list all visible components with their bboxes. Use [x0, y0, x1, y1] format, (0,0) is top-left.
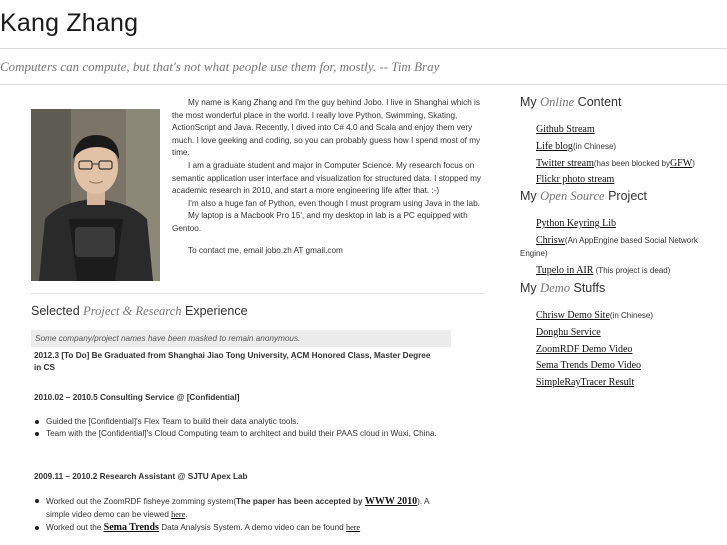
link-note: (in Chinese)	[609, 311, 654, 320]
life-blog-link[interactable]: Life blog	[536, 140, 573, 152]
list-item: Guided the [Confidential]'s Flex Team to build their data analytic tools.	[34, 416, 454, 428]
title-emphasis: Online	[540, 95, 575, 109]
sema-trends-link[interactable]: Sema Trends	[103, 522, 159, 533]
list-item	[520, 156, 727, 169]
bio-paragraph: I'm also a huge fan of Python, even though I must program using Java in the lab.	[188, 198, 480, 208]
bullet-bold-text: The paper has been accepted by	[236, 497, 363, 506]
list-item	[34, 522, 454, 534]
flickr-stream-link[interactable]: Flickr photo stream	[536, 174, 615, 186]
title-emphasis: Demo	[540, 281, 571, 295]
experience-heading: 2010.02 – 2010.5 Consulting Service @ [Confidential]	[34, 393, 240, 402]
www2010-link[interactable]: WWW 2010	[364, 496, 418, 507]
title-suffix: Stuffs	[573, 281, 606, 295]
section-divider	[31, 293, 483, 294]
list-item	[520, 375, 727, 388]
title-suffix: Project	[608, 189, 647, 203]
link-note: )	[692, 158, 695, 168]
anonymity-note: Some company/project names have been masked to remain anonymous.	[31, 330, 451, 347]
python-keyring-link[interactable]: Python Keyring Lib	[536, 218, 616, 229]
online-content-list	[520, 122, 727, 189]
link-note: (in Chinese)	[572, 141, 617, 151]
tagline: Computers can compute, but that's not what people use them for, mostly. -- Tim Bray	[0, 59, 440, 74]
demo-list	[520, 308, 727, 392]
experience-title-emphasis: Project & Research	[83, 304, 182, 318]
online-content-title	[520, 95, 621, 110]
link-note: (has been blocked by	[593, 158, 670, 168]
bullet-text: Data Analysis System. A demo video can be found	[161, 523, 344, 532]
bio-paragraph: My name is Kang Zhang and I'm the guy behind Jobo. I live in Shanghai which is the most wonderful place in the world. I really love Python, Swimming, Skating, ActionScript and Java. Recently, I dived into C# 4.0 and Scala and enjoy them very much. I love geeking and coding, so you can probably guess how I spend most of my time.	[172, 98, 481, 158]
tagline-divider	[0, 84, 727, 85]
zoomrdf-video-link[interactable]: here	[171, 510, 186, 519]
list-item	[520, 263, 727, 276]
experience-title	[31, 304, 248, 319]
chrisw-link[interactable]: Chrisw	[536, 234, 565, 246]
list-item	[520, 358, 727, 371]
bio-paragraph: I am a graduate student and major in Computer Science. My research focus on semantic application user interface and visualization for structured data. I stopped my academic research in 2010, and start a more engineering life after that. :-)	[172, 160, 482, 196]
bullet-text: Worked out the ZoomRDF fisheye zomming system(	[46, 497, 237, 506]
title-prefix: My	[520, 281, 537, 295]
experience-heading: 2009.11 – 2010.2 Research Assistant @ SJTU Apex Lab	[34, 472, 248, 481]
list-item	[520, 139, 727, 152]
zoomrdf-demo-link[interactable]: ZoomRDF Demo Video	[536, 343, 633, 355]
experience-title-suffix: Experience	[184, 304, 248, 318]
sema-trends-demo-link[interactable]: Sema Trends Demo Video	[536, 360, 642, 372]
list-item	[520, 308, 727, 321]
experience-heading: 2012.3 [To Do] Be Graduated from Shanghai Jiao Tong University, ACM Honored Class, Master Degree in CS	[34, 351, 431, 373]
list-item	[520, 122, 727, 135]
gfw-link[interactable]: GFW	[669, 157, 693, 169]
title-emphasis: Open Source	[540, 189, 605, 203]
bullet-text: ). A simple video demo can be viewed	[46, 497, 429, 519]
open-source-list	[520, 216, 727, 279]
list-item	[520, 216, 727, 229]
link-note: (This project is dead)	[593, 265, 671, 275]
bullet-text: Worked out the	[46, 523, 102, 532]
tupelo-link[interactable]: Tupelo in AIR	[536, 264, 594, 276]
simpleraytracer-link[interactable]: SimpleRayTracer Result	[536, 377, 635, 389]
bio-paragraph: My laptop is a Macbook Pro 15', and my desktop in lab is a PC equipped with Gentoo.	[172, 211, 468, 233]
title-prefix: My	[520, 189, 537, 203]
list-item: Team with the [Confidential]'s Cloud Computing team to architect and build their PAAS cloud in Wuxi, China.	[34, 428, 454, 440]
experience-title-prefix: Selected	[31, 304, 80, 318]
sema-trends-video-link[interactable]: here	[346, 523, 361, 532]
list-item	[520, 233, 727, 259]
link-note: (An AppEngine based Social Network Engine)	[520, 235, 698, 258]
list-item	[520, 342, 727, 355]
chrisw-demo-link[interactable]: Chrisw Demo Site	[536, 310, 610, 321]
experience-bullets	[34, 416, 454, 440]
title-suffix: Content	[577, 95, 622, 109]
site-title[interactable]: Kang Zhang	[0, 9, 139, 37]
contact-info: To contact me, email jobo.zh AT gmail.com	[188, 245, 343, 255]
title-prefix: My	[520, 95, 537, 109]
profile-photo	[31, 109, 160, 281]
bio	[172, 97, 486, 257]
demo-stuffs-title	[520, 281, 605, 296]
list-item	[520, 325, 727, 338]
bullet-text: .	[185, 510, 188, 519]
experience-bullets	[34, 495, 454, 534]
twitter-stream-link[interactable]: Twitter stream	[536, 157, 594, 169]
donghu-service-link[interactable]: Donghu Service	[536, 326, 601, 338]
open-source-title	[520, 189, 647, 204]
header-divider	[0, 48, 727, 49]
list-item	[34, 495, 454, 521]
list-item	[520, 172, 727, 185]
github-stream-link[interactable]: Github Stream	[536, 124, 595, 135]
